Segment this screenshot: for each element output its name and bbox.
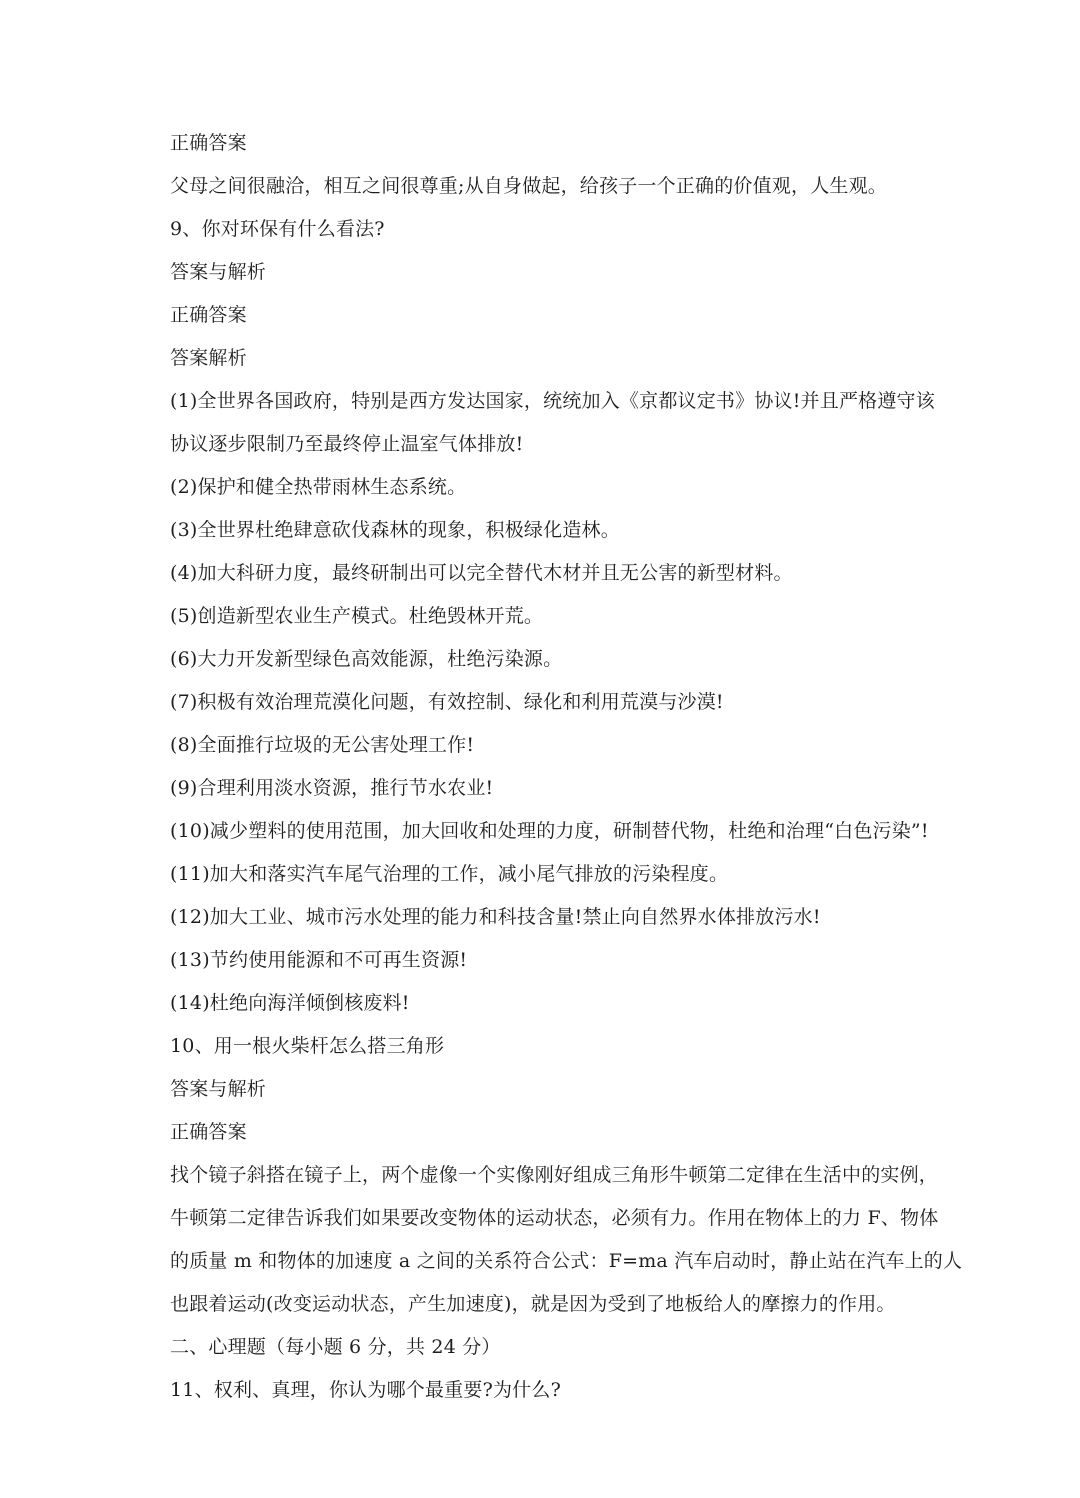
list-item: (6)大力开发新型绿色高效能源，杜绝污染源。 (170, 648, 563, 670)
list-item: (10)减少塑料的使用范围，加大回收和处理的力度，研制替代物，杜绝和治理“白色污染”! (170, 820, 929, 842)
answer-analysis-heading: 答案与解析 (170, 1078, 267, 1100)
list-item: (7)积极有效治理荒漠化问题，有效控制、绿化和利用荒漠与沙漠! (170, 691, 724, 713)
list-item: (14)杜绝向海洋倾倒核废料! (170, 992, 410, 1014)
answer-text: 父母之间很融洽，相互之间很尊重;从自身做起，给孩子一个正确的价值观，人生观。 (170, 175, 888, 197)
question-9: 9、你对环保有什么看法? (170, 218, 385, 240)
answer-heading: 正确答案 (170, 304, 247, 326)
answer-paragraph-line: 的质量 m 和物体的加速度 a 之间的关系符合公式：F=ma 汽车启动时，静止站在汽车上的人 (170, 1250, 963, 1272)
section-heading: 二、心理题（每小题 6 分，共 24 分） (170, 1336, 501, 1358)
analysis-heading: 答案解析 (170, 347, 247, 369)
list-item: (11)加大和落实汽车尾气治理的工作，减小尾气排放的污染程度。 (170, 863, 729, 885)
question-11: 11、权利、真理，你认为哪个最重要?为什么? (170, 1379, 561, 1401)
list-item-continuation: 协议逐步限制乃至最终停止温室气体排放! (170, 433, 524, 455)
list-item: (12)加大工业、城市污水处理的能力和科技含量!禁止向自然界水体排放污水! (170, 906, 821, 928)
question-10: 10、用一根火柴杆怎么搭三角形 (170, 1035, 445, 1057)
answer-analysis-heading: 答案与解析 (170, 261, 267, 283)
list-item: (5)创造新型农业生产模式。杜绝毁林开荒。 (170, 605, 544, 627)
list-item: (1)全世界各国政府，特别是西方发达国家，统统加入《京都议定书》协议!并且严格遵守该 (170, 390, 935, 412)
answer-paragraph-line: 找个镜子斜搭在镜子上，两个虚像一个实像刚好组成三角形牛顿第二定律在生活中的实例， (170, 1164, 939, 1186)
list-item: (8)全面推行垃圾的无公害处理工作! (170, 734, 475, 756)
list-item: (2)保护和健全热带雨林生态系统。 (170, 476, 467, 498)
answer-paragraph-line: 也跟着运动(改变运动状态，产生加速度)，就是因为受到了地板给人的摩擦力的作用。 (170, 1293, 896, 1315)
list-item: (13)节约使用能源和不可再生资源! (170, 949, 468, 971)
answer-heading: 正确答案 (170, 1121, 247, 1143)
list-item: (4)加大科研力度，最终研制出可以完全替代木材并且无公害的新型材料。 (170, 562, 793, 584)
list-item: (3)全世界杜绝肆意砍伐森林的现象，积极绿化造林。 (170, 519, 620, 541)
answer-paragraph-line: 牛顿第二定律告诉我们如果要改变物体的运动状态，必须有力。作用在物体上的力 F、物体 (170, 1207, 939, 1229)
answer-heading: 正确答案 (170, 132, 247, 154)
list-item: (9)合理利用淡水资源，推行节水农业! (170, 777, 494, 799)
document-page (170, 122, 963, 1412)
